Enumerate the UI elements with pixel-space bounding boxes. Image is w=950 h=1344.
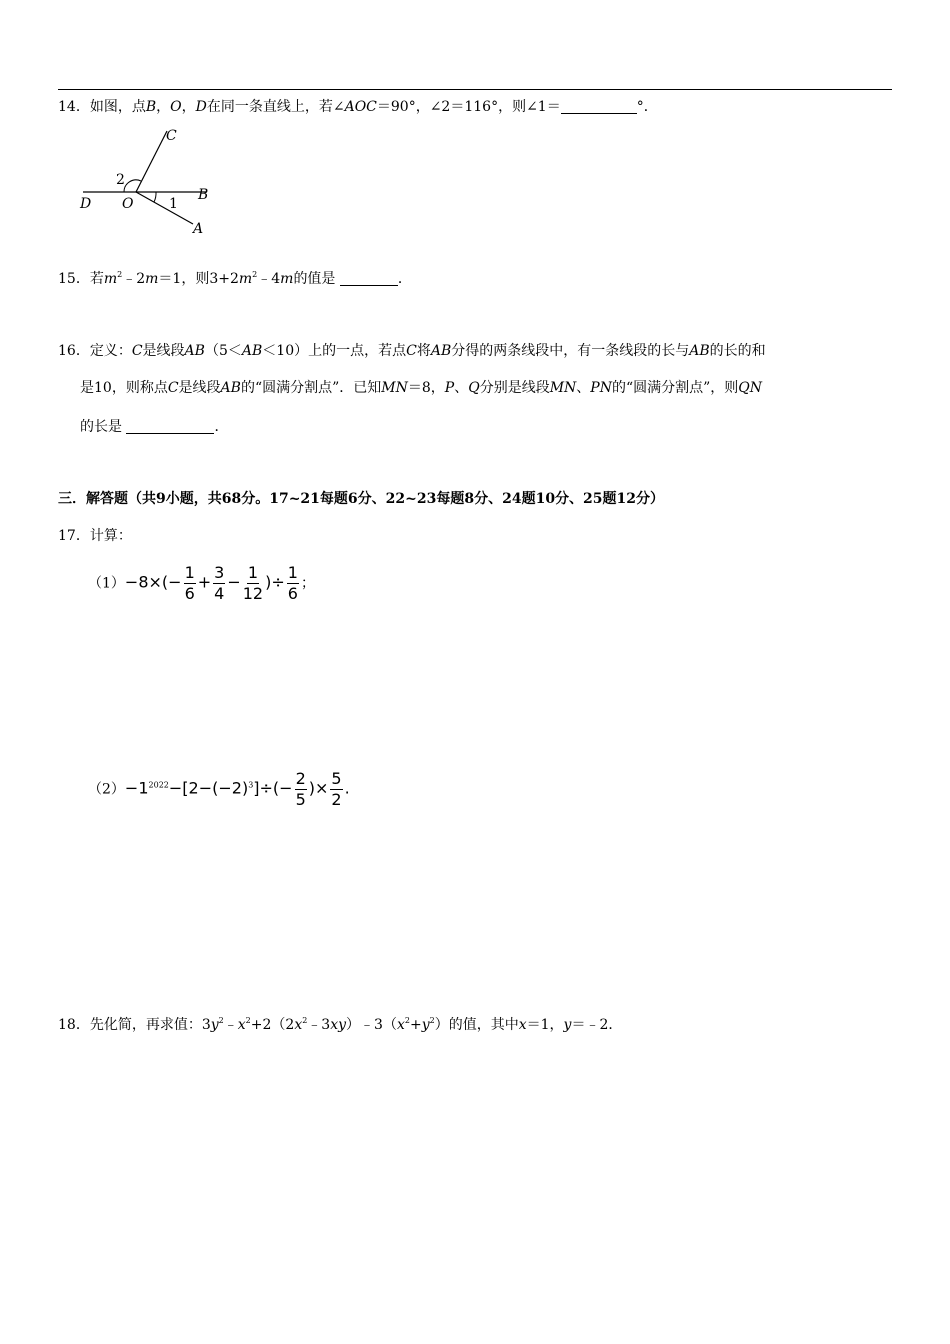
question-16-line-3: 的长是 ． bbox=[80, 419, 229, 435]
label-angle-2: 2 bbox=[116, 172, 125, 188]
angle-figure bbox=[70, 122, 220, 237]
question-16-line-2: 是10，则称点C是线段AB的“圆满分割点”．已知MN＝8，P、Q分别是线段MN、PN的“圆满分割点”，则QN bbox=[80, 380, 763, 396]
answer-blank[interactable] bbox=[340, 271, 398, 286]
answer-blank[interactable] bbox=[126, 419, 214, 434]
question-14: 14．如图，点B，O，D在同一条直线上，若∠AOC＝90°，∠2＝116°，则∠1＝ °． bbox=[58, 99, 658, 115]
answer-blank[interactable] bbox=[561, 99, 637, 114]
label-c: C bbox=[166, 128, 177, 144]
ray-oc bbox=[136, 131, 167, 192]
section-heading: 三．解答题（共9小题，共68分。17~21每题6分、22~23每题8分、24题10分、25题12分） bbox=[58, 491, 665, 507]
label-angle-1: 1 bbox=[169, 196, 178, 212]
fraction: $\frac{5}{2}$ bbox=[331, 769, 342, 809]
question-15: 15．若$m^2﹣2m=1$，则$3+2m^2﹣4m$的值是 ． bbox=[58, 270, 412, 287]
fraction: $\frac{1}{12}$ bbox=[242, 563, 264, 603]
fraction: $\frac{1}{6}$ bbox=[287, 563, 298, 603]
label-a: A bbox=[193, 221, 204, 237]
label-o: O bbox=[122, 196, 134, 212]
question-16-line-1: 16．定义：C是线段AB（5＜AB＜10）上的一点，若点C将AB分得的两条线段中，有一条线段的长与AB的长的和 bbox=[58, 343, 766, 359]
question-number: 14． bbox=[58, 99, 90, 115]
question-17-part-2: $(2)-1^{2022}-[2-(-2)^3]\div(-$ $\frac{2}{5}$ )× $\frac{5}{2}$ . bbox=[88, 769, 350, 809]
fraction: $\frac{2}{5}$ bbox=[295, 769, 306, 809]
label-d: D bbox=[80, 196, 92, 212]
top-rule bbox=[58, 89, 892, 90]
angle-1-arc bbox=[154, 192, 156, 202]
question-17: 17．计算： bbox=[58, 528, 132, 544]
question-18: 18．先化简，再求值：$3y^2﹣x^2+2(2x^2﹣3xy)﹣3(x^2+y^2)$的值，其中x＝1，y＝﹣2． bbox=[58, 1016, 623, 1033]
ray-oa bbox=[136, 192, 193, 224]
label-b: B bbox=[198, 187, 209, 203]
fraction: $\frac{3}{4}$ bbox=[214, 563, 225, 603]
fraction: $\frac{1}{6}$ bbox=[184, 563, 195, 603]
question-17-part-1: （1）−8×(− $\frac{1}{6}$ + $\frac{3}{4}$ − $\frac{1}{12}$ )÷ $\frac{1}{6}$ ； bbox=[88, 563, 315, 603]
